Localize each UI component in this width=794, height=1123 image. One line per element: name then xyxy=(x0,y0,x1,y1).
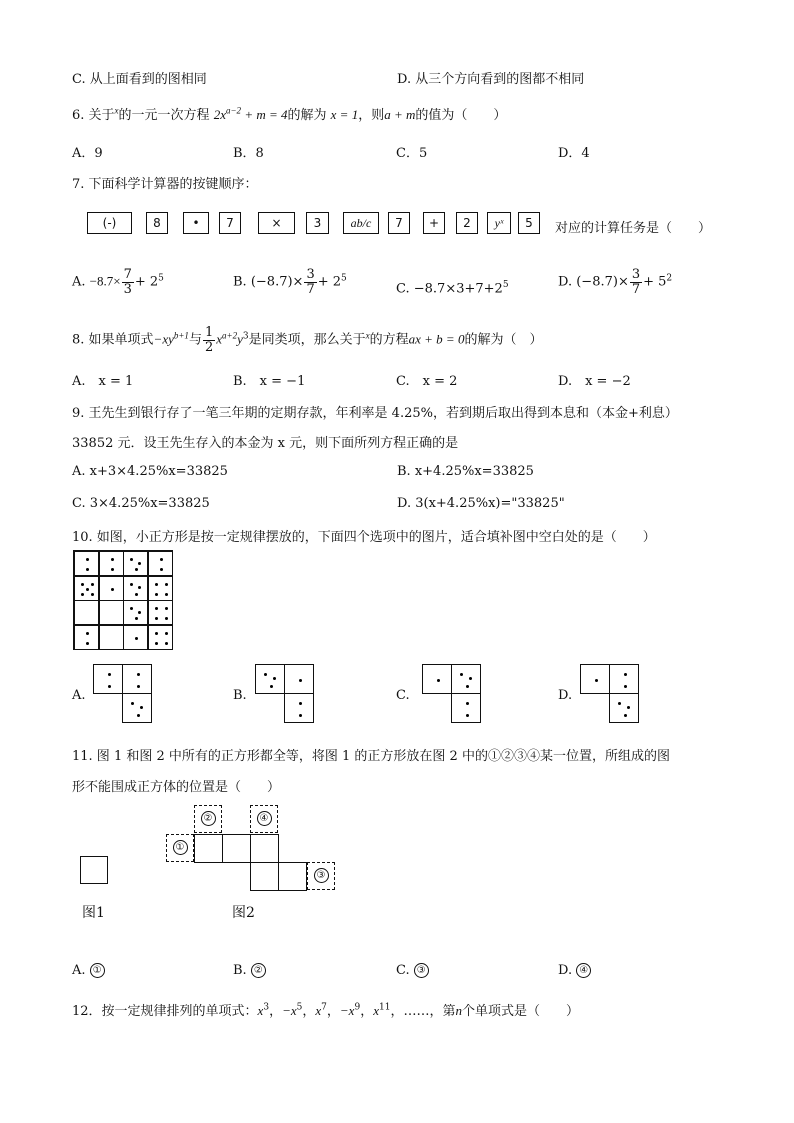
pip-dot xyxy=(299,702,302,705)
pip-dot xyxy=(155,593,158,596)
pip-dot xyxy=(155,617,158,620)
calc-key-negative: (-) xyxy=(87,212,132,234)
pip-dot xyxy=(624,673,627,676)
pip-dot xyxy=(155,583,158,586)
pip-dot xyxy=(135,568,138,571)
pip-dot xyxy=(466,714,469,717)
q11-stem-line1: 11. 图 1 和图 2 中所有的正方形都全等，将图 1 的正方形放在图 2 中的①②③④某一位置，所组成的图 xyxy=(72,749,670,764)
pip-dot xyxy=(618,702,621,705)
pip-dot xyxy=(299,679,302,682)
q9-option-a: A. x+3×4.25%x=33825 xyxy=(72,464,228,479)
calc-key-multiply: × xyxy=(258,212,295,234)
figure1-square xyxy=(80,856,108,884)
pip-dot xyxy=(627,706,630,709)
q7-stem-tail: 对应的计算任务是（ ） xyxy=(555,221,712,236)
pip-dot xyxy=(140,706,143,709)
pip-dot xyxy=(86,642,89,645)
pip-dot xyxy=(624,714,627,717)
q5-option-d: D. 从三个方向看到的图都不相同 xyxy=(397,72,585,87)
net-square xyxy=(222,834,251,863)
option-cell xyxy=(284,664,314,694)
pip-dot xyxy=(165,632,168,635)
pip-dot xyxy=(86,588,89,591)
pip-dot xyxy=(160,558,163,561)
net-square xyxy=(250,834,279,863)
q10-option-c-label: C. xyxy=(396,688,410,703)
pip-dot xyxy=(165,607,168,610)
option-cell xyxy=(580,664,610,694)
option-cell xyxy=(284,693,314,723)
q9-option-d: D. 3(x+4.25%x)="33825" xyxy=(397,496,565,511)
pip-dot xyxy=(131,702,134,705)
q10-stem: 10. 如图，小正方形是按一定规律摆放的，下面四个选项中的图片，适合填补图中空白处的是（ ） xyxy=(72,530,656,545)
q7-option-c: C. $-8.7\times 3+7+2^5$ xyxy=(396,280,509,297)
option-cell xyxy=(451,664,481,694)
pattern-cell xyxy=(148,625,173,650)
q8-option-b: B. x = −1 xyxy=(233,374,306,389)
pip-dot xyxy=(130,558,133,561)
pip-dot xyxy=(273,677,276,680)
pip-dot xyxy=(460,673,463,676)
pip-dot xyxy=(108,685,111,688)
q6-option-a: A．9 xyxy=(72,146,103,161)
q7-stem: 7. 下面科学计算器的按键顺序： xyxy=(72,177,258,192)
net-position-3: ③ xyxy=(307,862,335,890)
pattern-cell xyxy=(123,625,148,650)
calc-key-power: yˣ xyxy=(487,212,511,234)
net-position-4: ④ xyxy=(250,805,278,833)
calc-key-plus: + xyxy=(423,212,445,234)
q6-option-d: D．4 xyxy=(558,146,590,161)
pip-dot xyxy=(299,714,302,717)
pip-dot xyxy=(165,617,168,620)
pip-dot xyxy=(135,637,138,640)
pip-dot xyxy=(624,685,627,688)
q5-option-c: C. 从上面看到的图相同 xyxy=(72,72,207,87)
calc-key-2: 2 xyxy=(456,212,478,234)
option-cell xyxy=(255,664,285,694)
option-cell xyxy=(609,693,639,723)
pip-dot xyxy=(165,642,168,645)
q12-stem: 12．按一定规律排列的单项式：$x^3$，$-x^5$，$x^7$，$-x^9$，$x^{11}$，……，第n个单项式是（ ） xyxy=(72,1002,579,1019)
pip-dot xyxy=(111,558,114,561)
q8-option-d: D. x = −2 xyxy=(558,374,631,389)
calc-key-5: 5 xyxy=(518,212,540,234)
pattern-cell xyxy=(99,600,124,625)
pip-dot xyxy=(86,632,89,635)
pip-dot xyxy=(155,642,158,645)
calc-key-dot: • xyxy=(183,212,209,234)
q11-option-b: B. ② xyxy=(233,963,266,978)
pip-dot xyxy=(130,607,133,610)
pip-dot xyxy=(160,568,163,571)
pip-dot xyxy=(86,568,89,571)
q7-option-b: B. (−8.7)× $\frac{3}{7}$ + $2^5$ xyxy=(233,267,347,297)
q11-option-c: C. ③ xyxy=(396,963,429,978)
figure2-caption: 图2 xyxy=(232,905,255,921)
pattern-cell xyxy=(148,600,173,625)
pip-dot xyxy=(137,685,140,688)
pip-dot xyxy=(466,685,469,688)
net-square xyxy=(278,862,307,891)
pattern-cell xyxy=(74,625,99,650)
q9-option-b: B. x+4.25%x=33825 xyxy=(397,464,534,479)
pip-dot xyxy=(86,558,89,561)
pip-dot xyxy=(137,714,140,717)
pattern-cell xyxy=(123,576,148,601)
pip-dot xyxy=(81,593,84,596)
pip-dot xyxy=(595,679,598,682)
pip-dot xyxy=(264,673,267,676)
net-position-2: ② xyxy=(194,805,222,833)
q10-pattern-grid xyxy=(73,550,173,650)
pattern-cell xyxy=(148,576,173,601)
q10-option-d-label: D. xyxy=(558,688,573,703)
pip-dot xyxy=(108,673,111,676)
calc-key-7b: 7 xyxy=(388,212,410,234)
pip-dot xyxy=(135,593,138,596)
pip-dot xyxy=(466,702,469,705)
calc-key-7: 7 xyxy=(219,212,241,234)
pip-dot xyxy=(111,588,114,591)
option-cell xyxy=(93,664,123,694)
q8-stem: 8. 如果单项式$-xy^{b+1}$与 $\frac{1}{2}$ $x^{a+2}y^3$是同类项，那么关于$^x$的方程ax + b = 0的解为（ ） xyxy=(72,325,543,355)
calc-key-8: 8 xyxy=(146,212,168,234)
pip-dot xyxy=(155,607,158,610)
q10-option-a-label: A. xyxy=(72,688,86,703)
net-square xyxy=(250,862,279,891)
q9-stem-line2: 33852 元．设王先生存入的本金为 x 元，则下面所列方程正确的是 xyxy=(72,436,459,451)
q8-option-a: A. x = 1 xyxy=(72,374,134,389)
pip-dot xyxy=(91,583,94,586)
q6-option-c: C．5 xyxy=(396,146,428,161)
net-square xyxy=(194,834,223,863)
q7-option-d: D. (−8.7)× $\frac{3}{7}$ + $5^2$ xyxy=(558,267,673,297)
pip-dot xyxy=(165,593,168,596)
pattern-cell xyxy=(74,600,99,625)
pip-dot xyxy=(437,679,440,682)
pattern-cell xyxy=(74,551,99,576)
q11-option-a: A. ① xyxy=(72,963,105,978)
q7-option-a: A. −8.7× $\frac{7}{3}$ + $2^5$ xyxy=(72,267,164,297)
q6-option-b: B．8 xyxy=(233,146,264,161)
pip-dot xyxy=(138,611,141,614)
pattern-cell xyxy=(148,551,173,576)
q9-option-c: C. 3×4.25%x=33825 xyxy=(72,496,210,511)
q11-stem-line2: 形不能围成正方体的位置是（ ） xyxy=(72,780,281,795)
q10-option-b-label: B. xyxy=(233,688,247,703)
pip-dot xyxy=(138,586,141,589)
pip-dot xyxy=(135,617,138,620)
option-cell xyxy=(122,664,152,694)
pattern-cell xyxy=(99,551,124,576)
option-cell xyxy=(451,693,481,723)
pattern-cell xyxy=(123,551,148,576)
pip-dot xyxy=(155,632,158,635)
pip-dot xyxy=(130,583,133,586)
figure1-caption: 图1 xyxy=(82,905,105,921)
pip-dot xyxy=(469,677,472,680)
calc-key-3: 3 xyxy=(306,212,329,234)
q11-option-d: D. ④ xyxy=(558,963,591,978)
option-cell xyxy=(422,664,452,694)
pip-dot xyxy=(270,685,273,688)
pip-dot xyxy=(81,583,84,586)
pattern-cell xyxy=(99,576,124,601)
pattern-cell xyxy=(99,625,124,650)
calc-key-fraction: ab/c xyxy=(343,212,379,234)
pattern-cell xyxy=(74,576,99,601)
pip-dot xyxy=(138,562,141,565)
pip-dot xyxy=(111,568,114,571)
q8-option-c: C. x = 2 xyxy=(396,374,458,389)
pattern-cell xyxy=(123,600,148,625)
net-position-1: ① xyxy=(166,834,194,862)
q6-stem: 6. 关于$^x$的一元一次方程 $2x^{a-2} + m = 4$的解为 x = 1，则a + m的值为（ ） xyxy=(72,105,507,123)
pip-dot xyxy=(137,673,140,676)
pip-dot xyxy=(165,583,168,586)
q9-stem-line1: 9. 王先生到银行存了一笔三年期的定期存款，年利率是 4.25%，若到期后取出得到本息和（本金+利息） xyxy=(72,406,678,421)
pip-dot xyxy=(91,593,94,596)
option-cell xyxy=(122,693,152,723)
option-cell xyxy=(609,664,639,694)
